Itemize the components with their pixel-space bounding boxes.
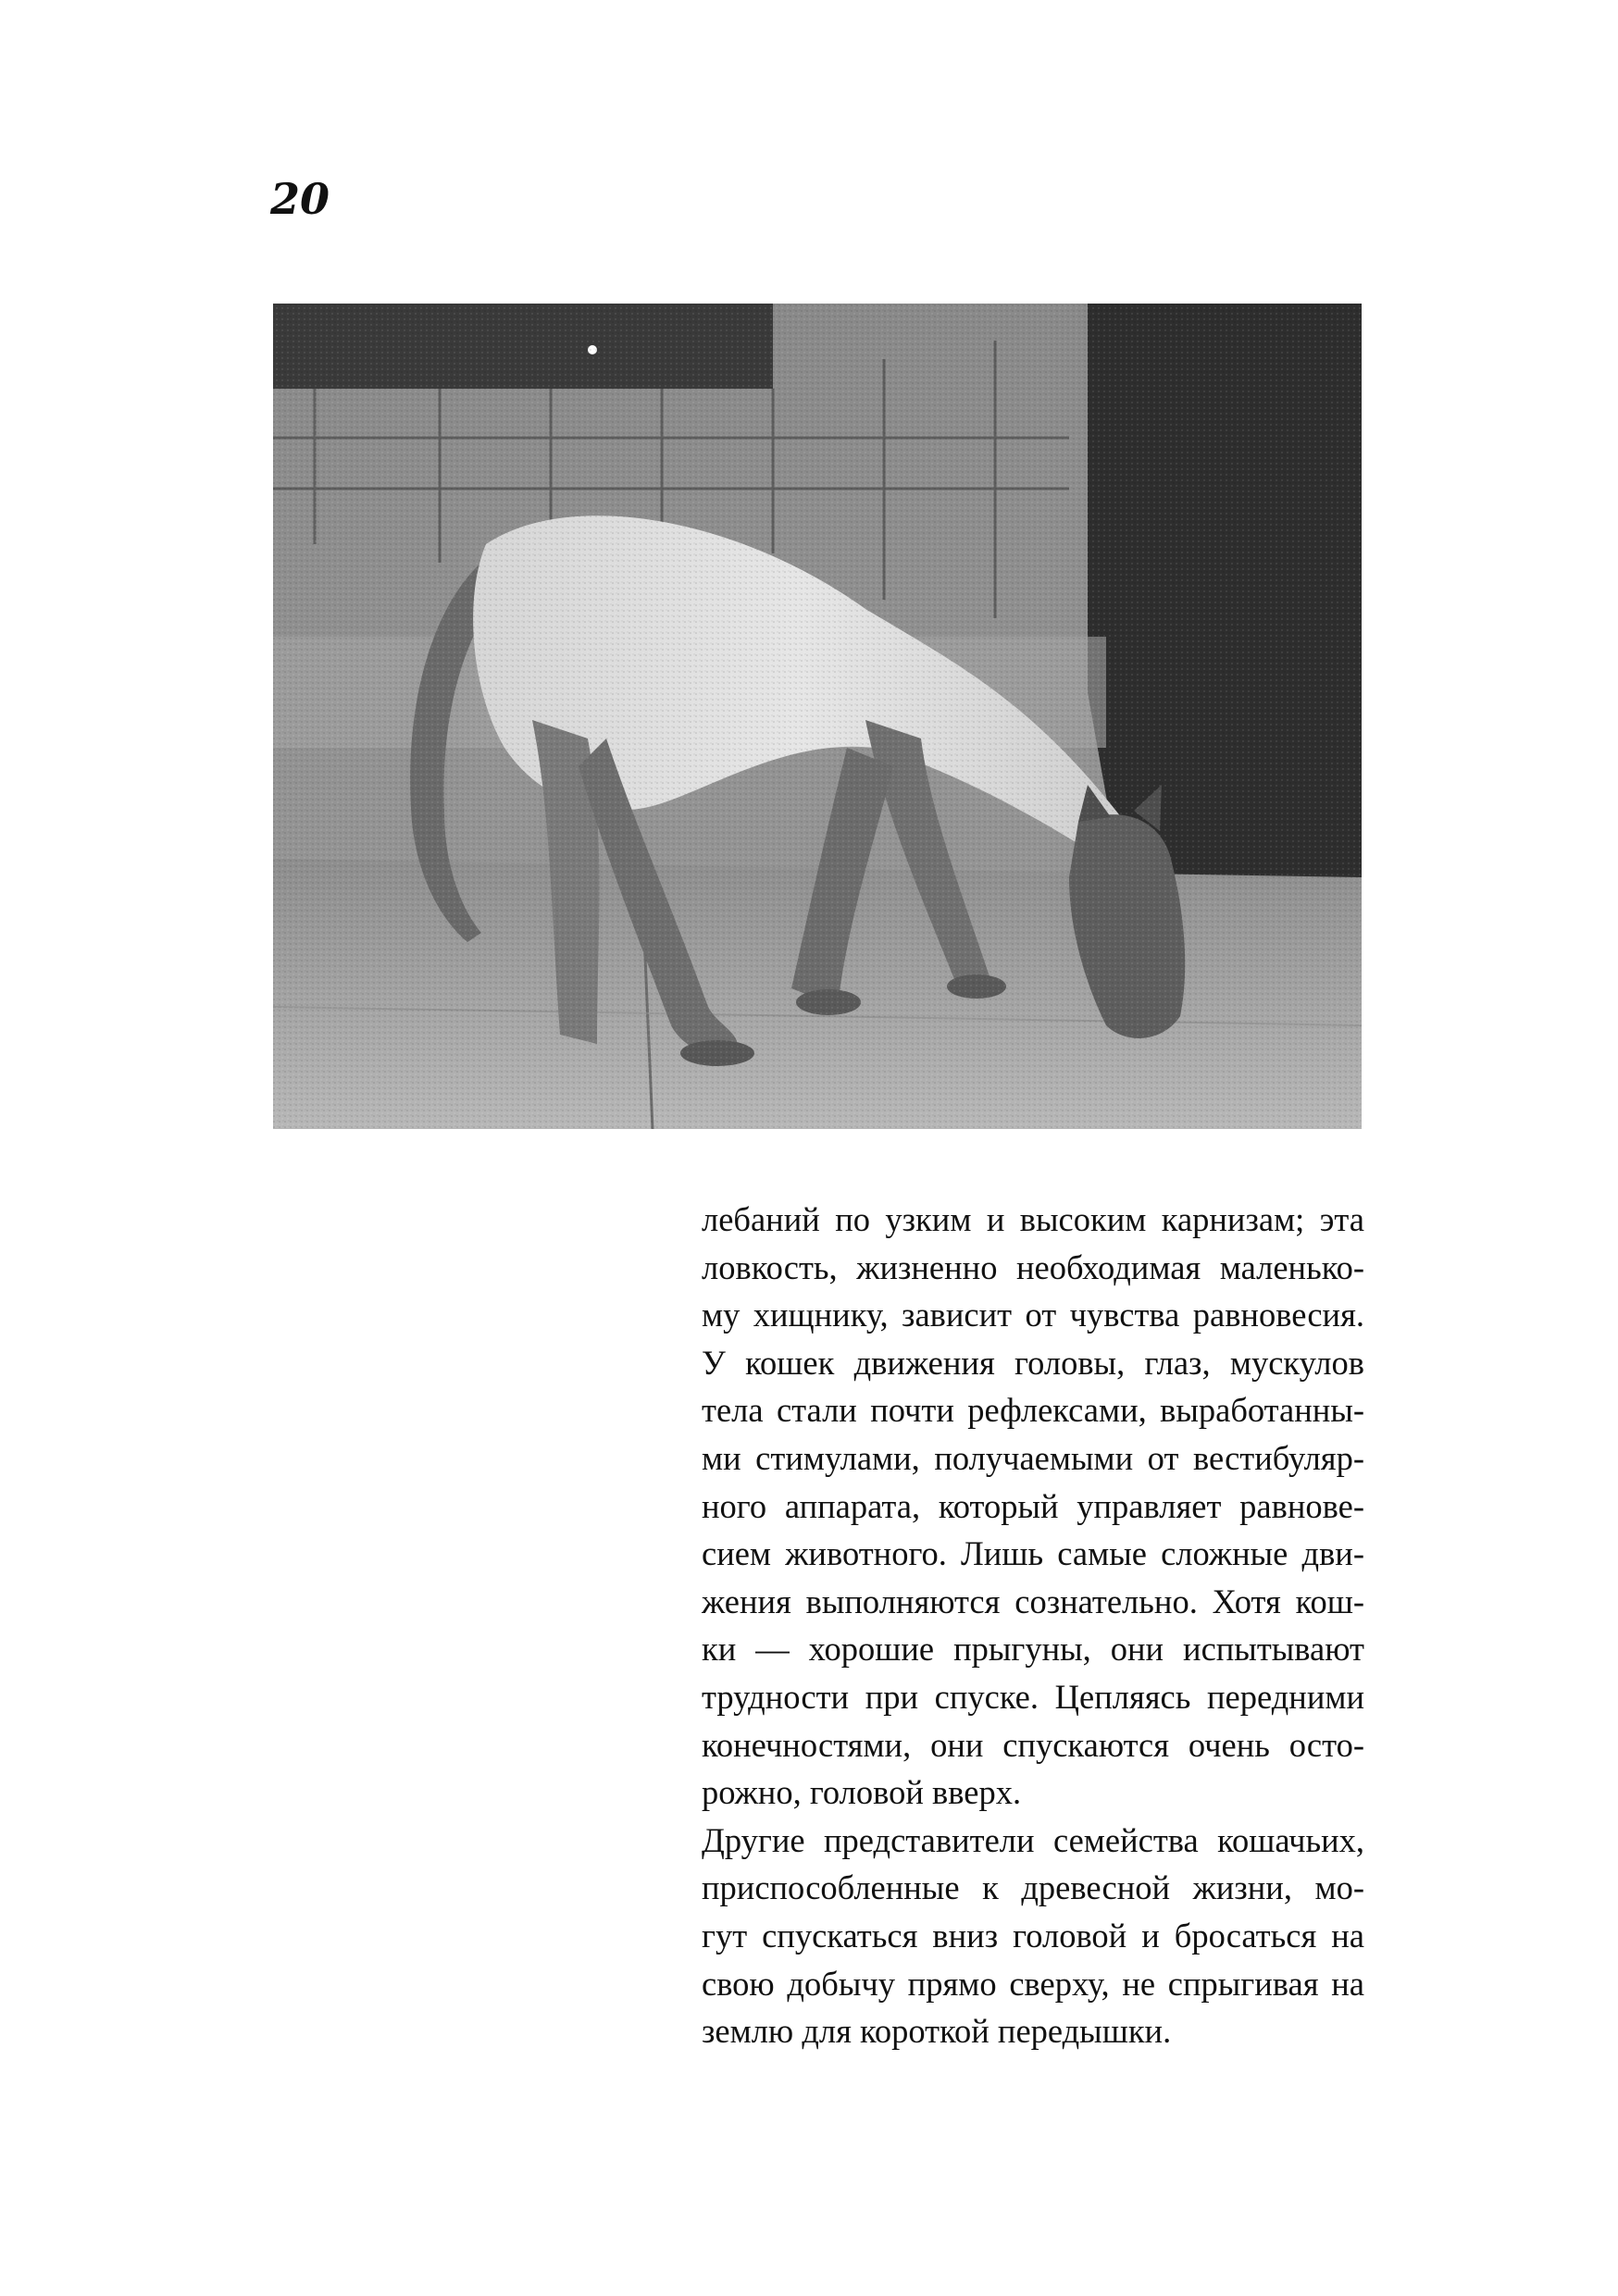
text-line: рожно, головой вверх.: [702, 1773, 1022, 1812]
text-line: гут спускаться вниз головой и бросаться на: [702, 1916, 1364, 1955]
text-line: му хищнику, зависит от чувства равновесия.: [702, 1296, 1364, 1334]
text-line: ловкость, жизненно необходимая маленько-: [702, 1247, 1364, 1286]
page-number: 20: [270, 174, 330, 224]
text-line: землю для короткой передышки.: [702, 2012, 1172, 2051]
cat-photograph: [273, 304, 1362, 1129]
text-line: жения выполняются сознательно. Хотя кош-: [702, 1582, 1364, 1620]
text-line: ми стимулами, получаемыми от вестибуляр-: [702, 1438, 1364, 1477]
text-line: сием животного. Лишь самые сложные дви-: [702, 1534, 1364, 1573]
cat-photo-illustration: [273, 304, 1362, 1129]
text-line: ного аппарата, который управляет равнове-: [702, 1486, 1364, 1525]
text-line: Другие представители семейства кошачьих,: [702, 1820, 1364, 1859]
text-line: тела стали почти рефлексами, выработанны-: [702, 1391, 1364, 1430]
text-line: приспособленные к древесной жизни, мо-: [702, 1868, 1364, 1907]
text-line: трудности при спуске. Цепляясь передними: [702, 1677, 1364, 1716]
text-line: У кошек движения головы, глаз, мускулов: [702, 1343, 1364, 1382]
text-line: лебаний по узким и высоким карнизам; эта: [702, 1200, 1364, 1238]
text-line: ки — хорошие прыгуны, они испытывают: [702, 1630, 1364, 1669]
text-line: конечностями, они спускаются очень осто-: [702, 1725, 1364, 1764]
body-text: [702, 1196, 1364, 2055]
text-line: свою добычу прямо сверху, не спрыгивая на: [702, 1964, 1364, 2003]
